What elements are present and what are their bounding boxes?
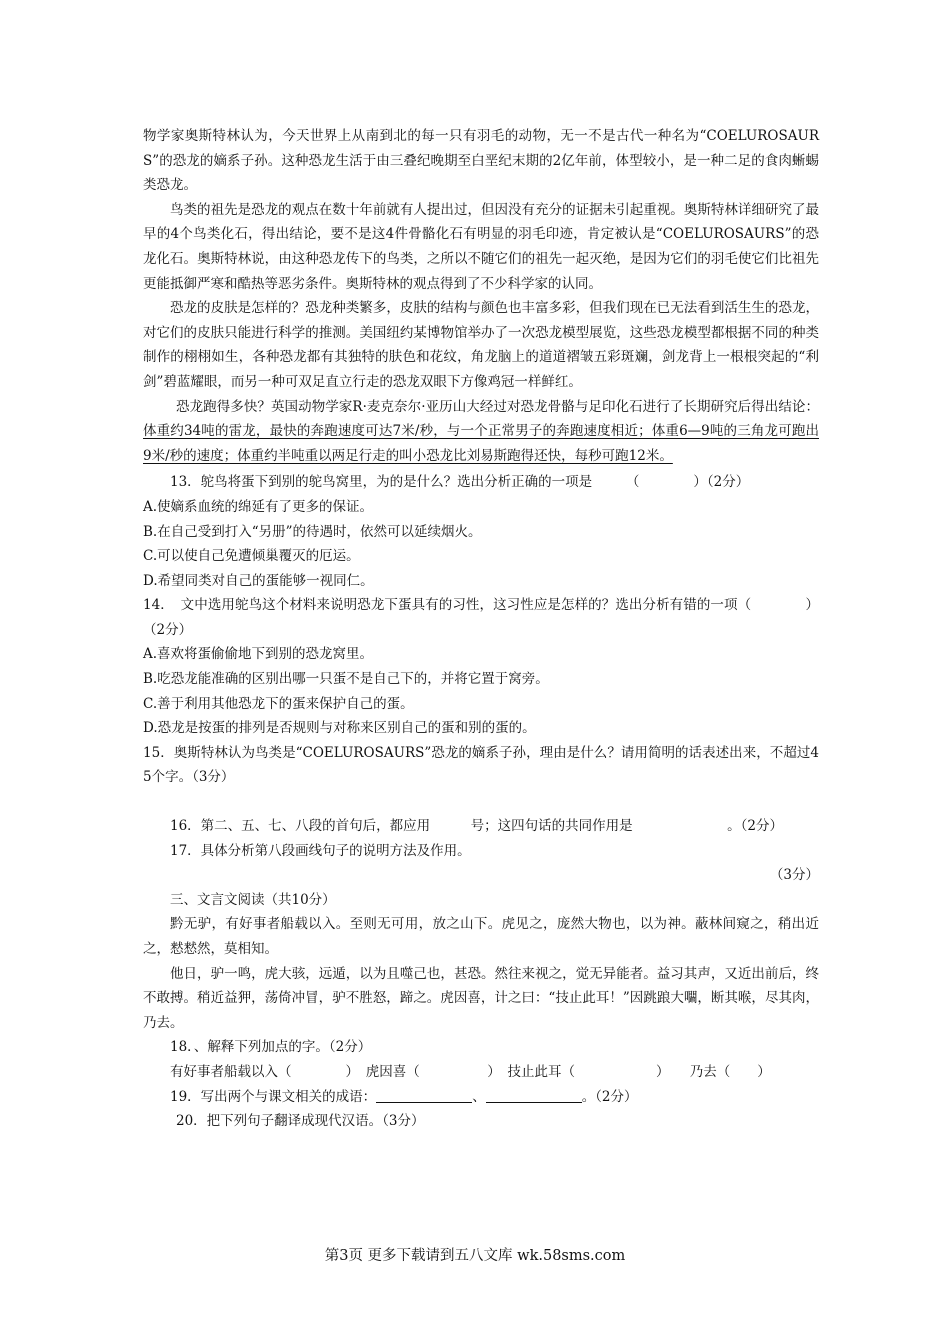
answer-blank-2[interactable] bbox=[486, 1088, 582, 1103]
answer-blank-1[interactable] bbox=[376, 1088, 472, 1103]
question-19: 19．写出两个与课文相关的成语： 、 。（2分） bbox=[170, 1088, 638, 1105]
question-15: 15．奥斯特林认为鸟类是“COELUROSAURS”恐龙的嫡系子孙，理由是什么？请用简明的话表述出来，不超过45个字。（3分） bbox=[143, 744, 819, 786]
question-13-option-b: B.在自己受到打入“另册”的待遇时，依然可以延续烟火。 bbox=[143, 523, 482, 540]
question-18-items: 有好事者船载以入（ ） 虎因喜（ ） 技止此耳（ ） 乃去（ ） bbox=[170, 1063, 771, 1080]
question-14-option-a: A.喜欢将蛋偷偷地下到别的恐龙窝里。 bbox=[143, 646, 374, 663]
page-footer: 第3页 更多下载请到五八文库 wk.58sms.com bbox=[324, 1248, 626, 1264]
question-14-option-d: D.恐龙是按蛋的排列是否规则与对称来区别自己的蛋和别的蛋的。 bbox=[143, 720, 536, 737]
question-17-score: （3分） bbox=[769, 867, 819, 884]
document-page bbox=[143, 124, 819, 1134]
passage-paragraph-4 bbox=[143, 395, 819, 469]
question-13-option-c: C.可以使自己免遭倾巢覆灭的厄运。 bbox=[143, 548, 360, 565]
section-heading: 三、文言文阅读（共10分） bbox=[170, 891, 336, 908]
passage-paragraph-1: 物学家奥斯特林认为，今天世界上从南到北的每一只有羽毛的动物，无一不是古代一种名为“COELUROSAURS”的恐龙的嫡系子孙。这种恐龙生活于由三叠纪晚期至白垩纪末期的2亿年前，体型较小，是一种二足的食肉蜥蜴类恐龙。 bbox=[143, 128, 819, 194]
question-14-option-c: C.善于利用其他恐龙下的蛋来保护自己的蛋。 bbox=[143, 695, 414, 712]
question-13: 13．鸵鸟将蛋下到别的鸵鸟窝里，为的是什么？选出分析正确的一项是 （ ）（2分） bbox=[170, 474, 750, 491]
question-13-option-d: D.希望同类对自己的蛋能够一视同仁。 bbox=[143, 572, 374, 589]
passage-paragraph-2: 鸟类的祖先是恐龙的观点在数十年前就有人提出过，但因没有充分的证据未引起重视。奥斯特林详细研究了最早的4个鸟类化石，得出结论，要不是这4件骨骼化石有明显的羽毛印迹，肯定被认是“COELUROSAURS”的恐龙化石。奥斯特林说，由这种恐龙传下的鸟类，之所以不随它们的祖先一起灭绝，是因为它们的羽毛使它们比祖先更能抵御严寒和酷热等恶劣条件。奥斯特林的观点得到了不少科学家的认同。 bbox=[143, 201, 819, 292]
question-16: 16．第二、五、七、八段的首句后，都应用 号；这四句话的共同作用是 。（2分） bbox=[170, 818, 784, 835]
question-20: 20．把下列句子翻译成现代汉语。（3分） bbox=[176, 1113, 425, 1130]
classical-paragraph-2: 他日，驴一鸣，虎大骇，远遁，以为且噬己也，甚恐。然往来视之，觉无异能者。益习其声，又近出前后，终不敢搏。稍近益狎，荡倚冲冒，驴不胜怒，蹄之。虎因喜，计之曰：“技止此耳！”因跳踉大㘚，断其喉，尽其肉，乃去。 bbox=[143, 965, 819, 1031]
question-14: 14． 文中选用鸵鸟这个材料来说明恐龙下蛋具有的习性，这习性应是怎样的？选出分析有错的一项（ ）（2分） bbox=[143, 597, 819, 638]
paragraph-4-intro: 恐龙跑得多快？英国动物学家R·麦克奈尔·亚历山大经过对恐龙骨骼与足印化石进行了长期研究后得出结论： bbox=[176, 398, 819, 415]
underlined-sentence: 体重约34吨的雷龙，最快的奔跑速度可达7米/秒，与一个正常男子的奔跑速度相近；体重6—9吨的三角龙可跑出9米/秒的速度；体重约半吨重以两足行走的叫小恐龙比刘易斯跑得还快，每秒可跑12米。 bbox=[143, 423, 819, 464]
question-13-option-a: A.使嫡系血统的绵延有了更多的保证。 bbox=[143, 498, 374, 515]
passage-paragraph-3: 恐龙的皮肤是怎样的？恐龙种类繁多，皮肤的结构与颜色也丰富多彩，但我们现在已无法看到活生生的恐龙，对它们的皮肤只能进行科学的推测。美国纽约某博物馆举办了一次恐龙模型展览，这些恐龙模型都根据不同的种类制作的栩栩如生，各种恐龙都有其独特的肤色和花纹，角龙脑上的道道褶皱五彩斑斓，剑龙背上一根根突起的“利剑”碧蓝耀眼，而另一种可双足直立行走的恐龙双眼下方像鸡冠一样鲜红。 bbox=[143, 300, 819, 390]
answer-space bbox=[143, 790, 819, 814]
question-17: 17．具体分析第八段画线句子的说明方法及作用。 bbox=[170, 842, 471, 859]
classical-paragraph-1: 黔无驴，有好事者船载以入。至则无可用，放之山下。虎见之，庞然大物也，以为神。蔽林间窥之，稍出近之，慭慭然，莫相知。 bbox=[143, 916, 819, 957]
question-18: 18．、解释下列加点的字。（2分） bbox=[170, 1039, 372, 1056]
question-14-option-b: B.吃恐龙能准确的区别出哪一只蛋不是自己下的，并将它置于窝旁。 bbox=[143, 671, 549, 688]
